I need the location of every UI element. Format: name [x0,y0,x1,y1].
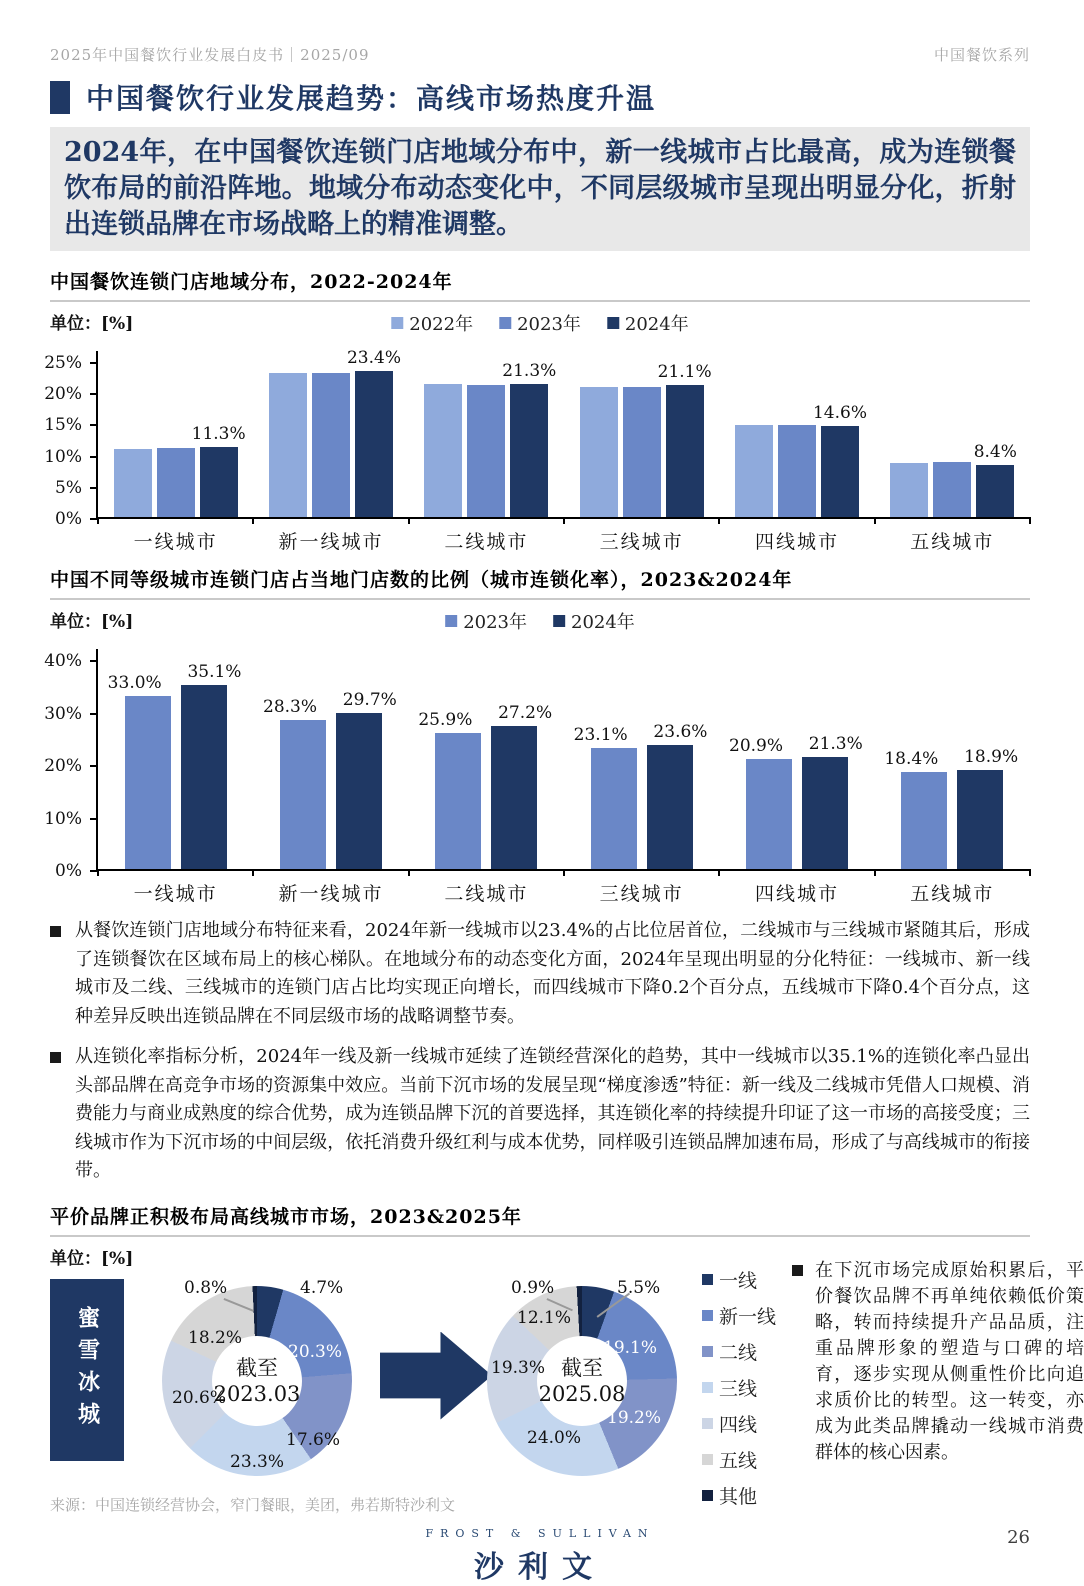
y-axis-tick-label: 5% [55,477,82,498]
legend-label: 四线 [719,1413,758,1436]
bar-group [719,659,874,905]
bar-value-label: 20.9% [728,736,784,757]
legend-label: 三线 [719,1377,758,1400]
bar-2022年 [890,463,928,517]
donut-chart-2023 [162,1277,352,1476]
slice-label: 19.2% [607,1407,662,1428]
y-axis-tick-mark [90,713,98,715]
bar-group [98,361,253,553]
bar-value-label: 27.2% [498,703,553,724]
bullet-square-icon [792,1265,803,1276]
legend-swatch-icon [702,1310,713,1321]
bar-group [409,659,564,905]
legend-label: 2024年 [571,612,635,633]
bar-cluster [735,402,867,517]
category-label: 二线城市 [444,883,529,905]
slice-label: 19.1% [603,1337,658,1358]
bar-value-label: 21.1% [657,362,712,383]
legend-swatch-icon [445,615,457,627]
legend-swatch-icon [702,1346,713,1357]
category-label: 一线城市 [133,883,218,905]
bar-chart [44,347,1030,553]
bar-2023年 [623,387,661,517]
bar-2024年 [346,347,401,517]
slice-label: 20.6% [172,1387,227,1408]
slice-label: 4.7% [300,1277,344,1298]
frost-sullivan-logo-text: FROST & SULLIVAN [425,1526,655,1540]
chart2-legend [445,608,635,634]
analysis-bullet-2 [50,1043,1030,1186]
bar-2023年 [157,448,195,517]
y-axis-tick-label: 20% [44,384,82,405]
donut-2023-center-label [214,1355,301,1407]
category-label: 四线城市 [754,531,839,553]
legend-item [445,608,527,634]
category-label: 五线城市 [910,531,995,553]
donut-chart-2025 [487,1277,677,1476]
bar-2023年 [933,462,971,517]
bar-2023年 [312,373,350,517]
bar-2024年 [657,362,712,517]
y-axis-tick-label: 0% [55,509,82,529]
bar-value-label: 25.9% [418,710,473,731]
bar-value-label: 14.6% [812,402,867,423]
y-axis [44,651,98,881]
legend-item [702,1410,776,1437]
bar-2024年 [191,423,246,518]
chart2-title: 中国不同等级城市连锁门店占当地门店数的比例（城市连锁化率），2023&2024年 [50,569,793,591]
bar-2024年 [812,402,867,517]
bar-value-label: 28.3% [263,697,318,718]
bar-2022年 [580,387,618,517]
y-axis-tick-label: 15% [44,415,82,436]
bullet-square-icon [50,926,61,937]
bar-value-label: 23.4% [346,347,401,368]
bar-2024年 [336,690,397,869]
legend-label: 2024年 [624,314,689,335]
bar-2023年 [728,736,792,869]
y-axis-tick-label: 30% [44,703,82,724]
bar-cluster [573,722,708,869]
chart2-bar-chart [44,651,1030,905]
bar-2022年 [114,449,152,517]
legend-swatch-icon [391,317,403,329]
bar-group [409,361,564,553]
category-label: 一线城市 [133,531,218,553]
bar-2023年 [778,425,816,517]
bar-value-label: 18.9% [964,746,1019,767]
bar-value-label: 21.3% [808,734,863,755]
bar-2022年 [424,384,462,517]
legend-item [553,608,635,634]
bar-value-label: 33.0% [107,672,162,693]
pie-bullet-text: 在下沉市场完成原始积累后，平价餐饮品牌不再单纯依赖低价策略，转而持续提升产品品质，注重品牌形象的塑造与口碑的培育，逐步实现从侧重性价比向追求质价比的转型。这一转变，亦成为此类品牌撬动一线城市消费群体的核心因素。 [815,1259,1084,1463]
bar-cluster [424,361,557,517]
highlight-summary: 2024年，在中国餐饮连锁门店地域分布中，新一线城市占比最高，成为连锁餐饮布局的前沿阵地。地域分布动态变化中，不同层级城市呈现出明显分化，折射出连锁品牌在市场战略上的精准调整。 [50,127,1030,251]
legend-swatch-icon [702,1274,713,1285]
bar-value-label: 35.1% [187,661,242,682]
plot-area [98,659,1030,905]
legend-item [702,1266,776,1293]
chart1-section [44,267,1030,553]
donut-2025-center-line2: 2025.08 [538,1381,626,1406]
y-axis-tick-mark [90,765,98,767]
category-label: 新一线城市 [278,883,384,905]
chart1-bar-chart [44,347,1030,553]
bar-2024年 [957,746,1019,869]
pie-bullet [792,1258,1084,1466]
legend-item [702,1374,776,1401]
title-row [50,77,1030,117]
category-label: 二线城市 [444,531,529,553]
bar-cluster [890,441,1017,517]
page-header [50,44,1030,65]
bar-2024年 [973,441,1017,517]
bar-2024年 [802,734,863,869]
bar-cluster [418,703,553,869]
category-label: 新一线城市 [278,531,384,553]
legend-item [702,1446,776,1473]
bar-2024年 [647,722,708,869]
legend-swatch-icon [702,1490,713,1501]
donut-2023-center-line1: 截至 [236,1355,278,1380]
brand-name: 蜜雪冰城 [74,1305,100,1434]
header-left: 2025年中国餐饮行业发展白皮书｜2025/09 [50,46,370,64]
bar-2023年 [418,710,481,869]
bar-2024年 [181,661,242,869]
bar-group [253,347,408,553]
y-axis-tick-mark [90,660,98,662]
chart2-unit-label: 单位：[%] [50,612,134,632]
analysis-bullet-2-text: 从连锁化率指标分析，2024年一线及新一线城市延续了连锁经营深化的趋势，其中一线城市以35.1%的连锁化率凸显出头部品牌在高竞争市场的资源集中效应。当前下沉市场的发展呈现“梯度渗透”特征：新一线及二线城市凭借人口规模、消费能力与商业成熟度的综合优势，成为连锁品牌下沉的首要选择，其连锁化率的持续提升印证了这一市场的高接受度；三线城市作为下沉市场的中间层级，依托消费升级红利与成本优势，同样吸引连锁品牌加速布局，形成了与高线城市的衔接带。 [75,1046,1030,1181]
bar-value-label: 23.1% [573,724,628,745]
bar-cluster [269,347,401,517]
category-label: 五线城市 [910,883,995,905]
y-axis-tick-label: 20% [44,756,82,776]
legend-item [702,1338,776,1365]
legend-label: 2023年 [463,612,527,633]
slice-label: 12.1% [517,1307,572,1328]
y-axis-tick-label: 10% [44,446,82,467]
shalliwen-logo: 沙利文 [474,1549,606,1585]
bar-value-label: 23.6% [653,722,708,743]
chart2-section [44,565,1030,905]
bar-2024年 [502,361,557,517]
slice-label: 19.3% [491,1357,546,1378]
legend-label: 新一线 [719,1305,777,1328]
bar-cluster [884,746,1019,869]
pie-legend [702,1266,776,1509]
bar-cluster [107,661,242,869]
y-axis-tick-mark [90,818,98,820]
brand-label-bar [50,1279,124,1461]
y-axis-tick-label: 10% [44,808,82,829]
bar-2023年 [573,724,637,869]
pie-section-title: 平价品牌正积极布局高线城市市场，2023&2025年 [50,1205,522,1228]
chart1-unit-row [50,309,1030,335]
bar-group [253,659,408,905]
donut-2025-center-line1: 截至 [561,1355,603,1380]
legend-swatch-icon [702,1418,713,1429]
y-axis-tick-label: 25% [44,353,82,373]
header-right: 中国餐饮系列 [933,46,1030,64]
legend-label: 一线 [719,1269,758,1292]
divider [50,300,1030,302]
chart1-title: 中国餐饮连锁门店地域分布，2022-2024年 [50,271,453,293]
bar-group [875,659,1030,905]
legend-label: 二线 [719,1341,758,1364]
legend-label: 2023年 [517,314,581,335]
y-axis-tick-label: 40% [44,651,82,671]
divider [50,1235,1030,1237]
legend-swatch-icon [499,317,511,329]
legend-label: 其他 [719,1485,758,1508]
pie-unit-label: 单位：[%] [50,1248,134,1269]
legend-swatch-icon [553,615,565,627]
y-axis-tick-mark [90,456,98,458]
y-axis-tick-label: 0% [55,861,82,881]
page-number: 26 [1007,1526,1030,1548]
bar-value-label: 18.4% [884,749,939,770]
right-arrow-icon [380,1332,492,1420]
plot-area [98,347,1030,553]
slice-label: 0.8% [184,1277,228,1298]
slice-label: 17.6% [286,1429,341,1450]
source-line: 来源：中国连锁经营协会，窄门餐眼，美团，弗若斯特沙利文 [50,1495,456,1514]
legend-label: 五线 [719,1449,758,1472]
bar-cluster [263,690,397,869]
divider [50,598,1030,600]
bar-2023年 [263,697,326,869]
bar-group [875,361,1030,553]
slice-label: 18.2% [188,1327,243,1348]
donut-2025-center-label [539,1355,626,1407]
bar-group [719,361,874,553]
legend-swatch-icon [702,1454,713,1465]
bar-value-label: 29.7% [342,690,397,711]
chart1-legend [391,310,688,336]
analysis-bullet-1-text: 从餐饮连锁门店地域分布特征来看，2024年新一线城市以23.4%的占比位居首位，二线城市与三线城市紧随其后，形成了连锁餐饮在区域布局上的核心梯队。在地域分布的动态变化方面，2024年呈现出明显的分化特征：一线城市、新一线城市及二线、三线城市的连锁门店占比均实现正向增长，而四线城市下降0.2个百分点，五线城市下降0.4个百分点，这种差异反映出连锁品牌在不同层级市场的战略调整节奏。 [75,920,1030,1027]
donut-2023-center-line2: 2023.03 [213,1381,301,1406]
bar-group [564,659,719,905]
bar-2022年 [735,425,773,517]
legend-swatch-icon [702,1382,713,1393]
bar-cluster [114,423,246,518]
y-axis-tick-mark [90,393,98,395]
chart2-unit-row [50,607,1030,633]
legend-item [702,1482,776,1509]
page-title: 中国餐饮行业发展趋势：高线市场热度升温 [86,82,657,115]
page-footer [50,1527,1030,1586]
legend-item [607,310,689,336]
bar-group [98,659,253,905]
legend-label: 2022年 [409,314,474,335]
bar-value-label: 21.3% [502,361,557,382]
bar-chart [44,651,1030,905]
legend-item [702,1302,776,1329]
y-axis [44,353,98,529]
slice-label: 20.3% [288,1341,343,1362]
category-label: 三线城市 [599,531,684,553]
slice-label: 5.5% [617,1277,661,1298]
title-square-icon [50,81,70,114]
chart1-unit-label: 单位：[%] [50,314,134,334]
slice-label: 23.3% [230,1451,285,1472]
bar-2022年 [269,373,307,517]
bar-2024年 [491,703,553,869]
bar-2023年 [884,749,947,869]
bar-2023年 [107,672,171,869]
category-label: 三线城市 [599,883,684,905]
bar-value-label: 11.3% [191,423,246,444]
bar-2023年 [467,385,505,517]
bar-value-label: 8.4% [973,441,1017,462]
bullet-square-icon [50,1052,61,1063]
y-axis-tick-mark [90,362,98,364]
bar-cluster [580,362,712,517]
slice-label: 24.0% [527,1427,582,1448]
legend-item [391,310,473,336]
slice-label: 0.9% [511,1277,555,1298]
category-label: 四线城市 [754,883,839,905]
y-axis-tick-mark [90,487,98,489]
legend-item [499,310,581,336]
analysis-bullet-1 [50,917,1030,1031]
bar-cluster [728,734,863,869]
bar-group [564,361,719,553]
y-axis-tick-mark [90,424,98,426]
legend-swatch-icon [607,317,619,329]
